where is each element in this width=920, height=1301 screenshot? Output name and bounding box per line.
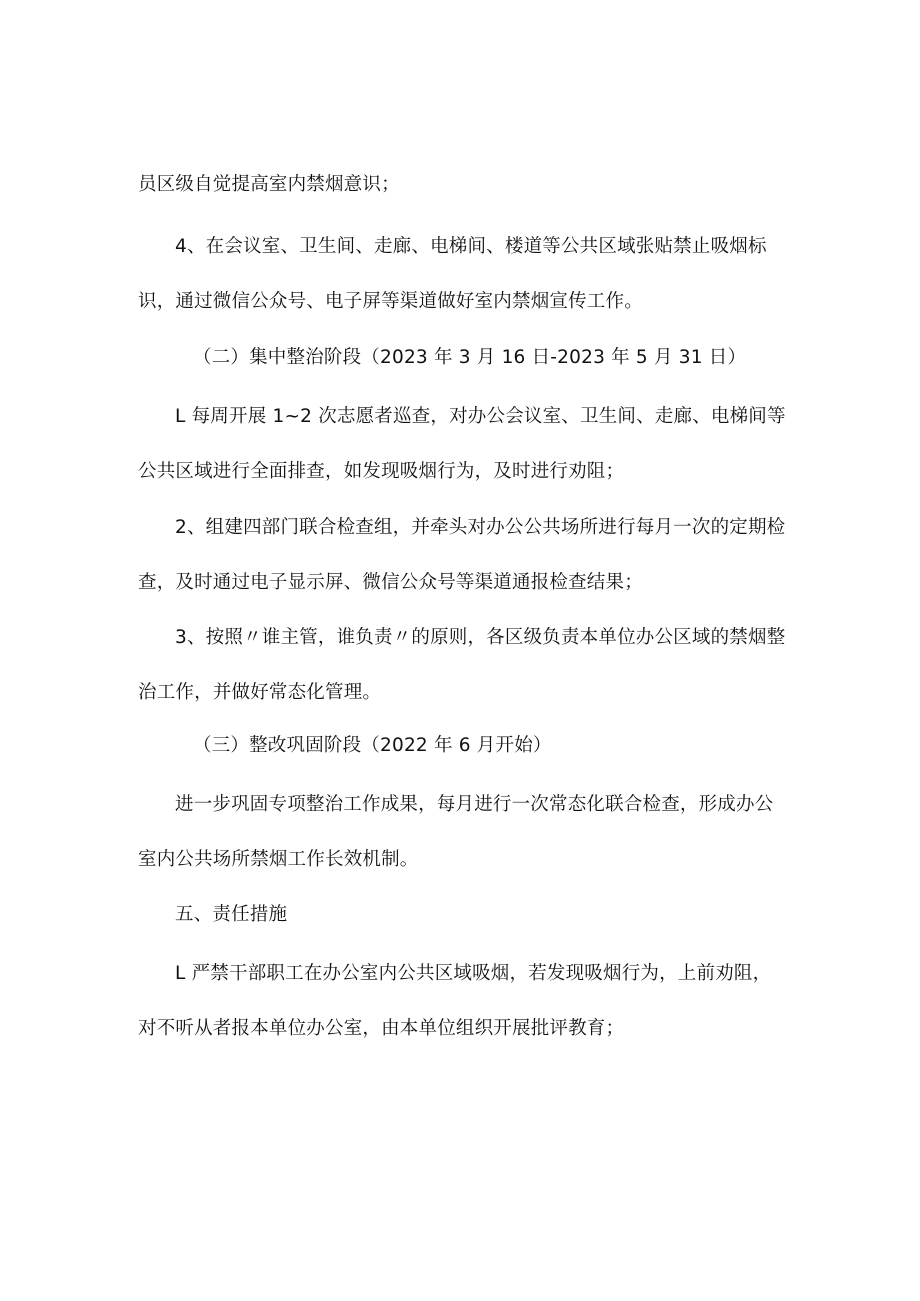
paragraph-item-4: 4、在会议室、卫生间、走廊、电梯间、楼道等公共区域张贴禁止吸烟标识，通过微信公众号、电子屏等渠道做好室内禁烟宣传工作。 — [138, 236, 767, 312]
paragraph-item-1-phase-2: L 每周开展 1~2 次志愿者巡查，对办公会议室、卫生间、走廊、电梯间等公共区域进行全面排查，如发现吸烟行为，及时进行劝阻； — [138, 406, 786, 482]
paragraph-phase-3-body: 进一步巩固专项整治工作成果，每月进行一次常态化联合检查，形成办公室内公共场所禁烟工作长效机制。 — [138, 794, 774, 870]
paragraph-responsibility-item-1: L 严禁干部职工在办公室内公共区域吸烟，若发现吸烟行为，上前劝阻，对不听从者报本单位办公室，由本单位组织开展批评教育； — [138, 963, 772, 1039]
paragraph-item-2-phase-2: 2、组建四部门联合检查组，并牵头对办公公共场所进行每月一次的定期检查，及时通过电子显示屏、微信公众号等渠道通报检查结果； — [138, 517, 786, 593]
paragraph-item-3-phase-2: 3、按照〃谁主管，谁负责〃的原则，各区级负责本单位办公区域的禁烟整治工作，并做好常态化管理。 — [138, 627, 786, 703]
section-heading-phase-3: （三）整改巩固阶段（2022 年 6 月开始） — [193, 735, 552, 756]
section-heading-responsibility: 五、责任措施 — [175, 904, 288, 925]
paragraph-continuation: 员区级自觉提高室内禁烟意识； — [138, 174, 400, 195]
section-heading-phase-2: （二）集中整治阶段（2023 年 3 月 16 日-2023 年 5 月 31 日） — [193, 347, 747, 368]
